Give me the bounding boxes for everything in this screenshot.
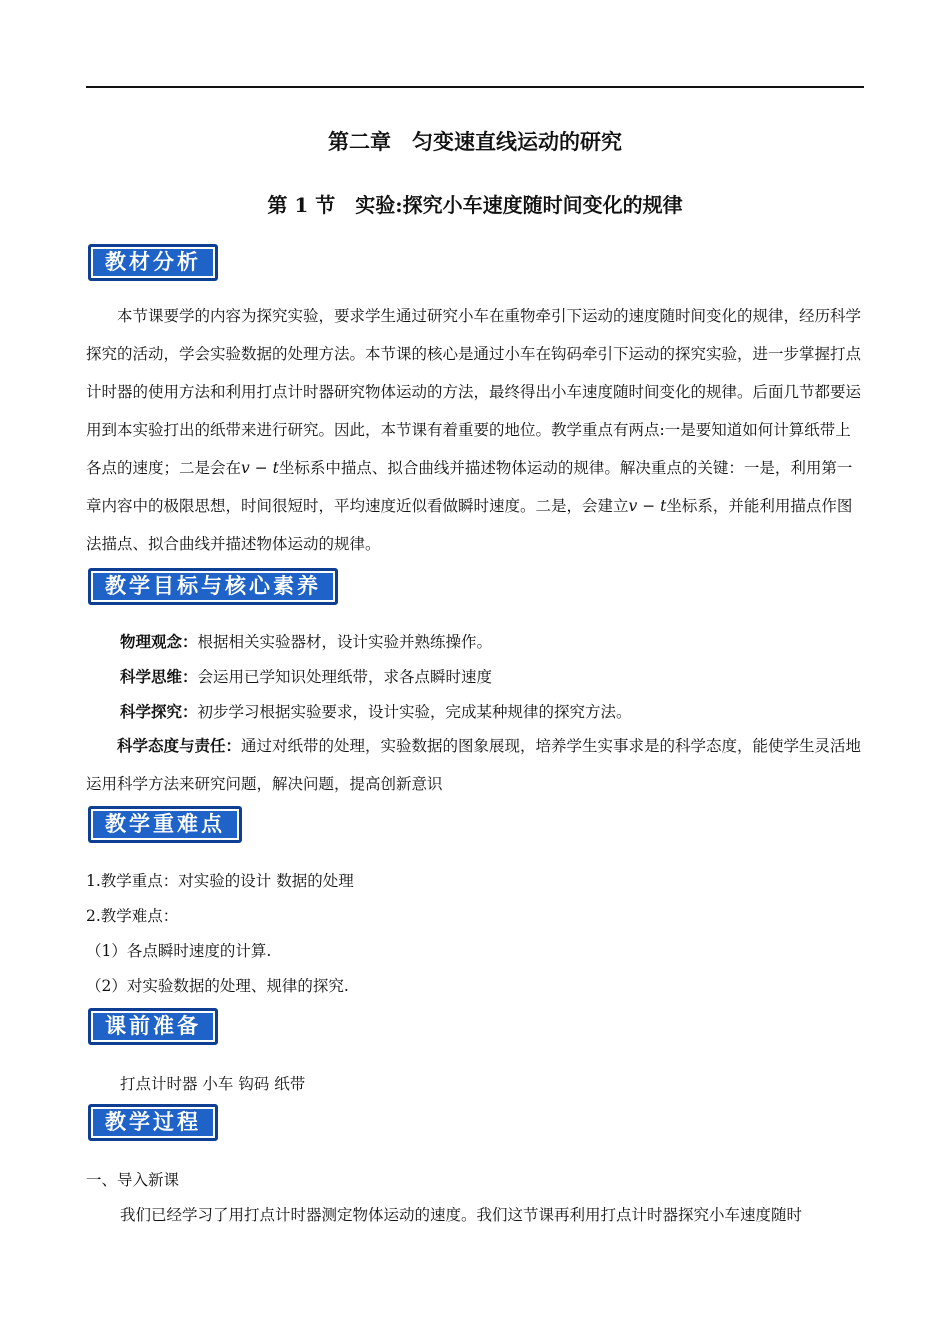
analysis-paragraph [86, 297, 866, 563]
goal-text: 初步学习根据实验要求，设计实验，完成某种规律的探究方法。 [197, 703, 632, 721]
goal-text: 根据相关实验器材，设计实验并熟练操作。 [197, 633, 493, 651]
key-focus: 1.教学重点：对实验的设计 数据的处理 [86, 872, 354, 890]
chapter-title: 第二章 匀变速直线运动的研究 [328, 129, 622, 154]
goal-item [120, 665, 866, 687]
difficulty-item-1: （1）各点瞬时速度的计算. [86, 942, 272, 960]
goal-label: 科学态度与责任： [117, 736, 242, 755]
goal-item [86, 727, 866, 803]
top-rule [86, 86, 864, 88]
tag-teaching-process: 教学过程 [88, 1104, 218, 1141]
vt-variable-1: v − t [241, 459, 279, 477]
goal-item [120, 630, 866, 652]
goal-label: 物理观念： [120, 632, 198, 651]
process-intro: 我们已经学习了用打点计时器测定物体运动的速度。我们这节课再利用打点计时器探究小车速度随时 [120, 1206, 803, 1224]
goal-label: 科学探究： [120, 702, 198, 721]
goal-text: 会运用已学知识处理纸带，求各点瞬时速度 [197, 668, 493, 686]
analysis-text-2: 坐标系中描点、拟合曲线并描述物体运动的规律。解决重点的关键：一是，利用第一章内容中的极限思想，时间很短时，平均速度近似看做瞬时速度。二是，会建立 [86, 459, 853, 515]
tag-class-prep: 课前准备 [88, 1008, 218, 1045]
analysis-text-1: 本节课要学的内容为探究实验，要求学生通过研究小车在重物牵引下运动的速度随时间变化的规律，经历科学探究的活动，学会实验数据的处理方法。本节课的核心是通过小车在钩码牵引下运动的探究实验，进一步掌握打点计时器的使用方法和利用打点计时器研究物体运动的方法，最终得出小车速度随时间变化的规律。后面几节都要运用到本实验打出的纸带来进行研究。因此，本节课有着重要的地位。教学重点有两点:一是要知道如何计算纸带上各点的速度；二是会在 [86, 307, 862, 477]
goal-item [120, 700, 866, 722]
vt-variable-2: v − t [628, 497, 667, 515]
tag-key-points: 教学重难点 [88, 806, 242, 843]
prep-items: 打点计时器 小车 钩码 纸带 [120, 1075, 306, 1093]
section-title: 第 1 节 实验:探究小车速度随时间变化的规律 [267, 193, 683, 217]
process-step-1: 一、导入新课 [86, 1171, 180, 1189]
goal-label: 科学思维： [120, 667, 198, 686]
tag-textbook-analysis: 教材分析 [88, 244, 218, 281]
difficulty-item-2: （2）对实验数据的处理、规律的探究. [86, 977, 349, 995]
key-difficulty: 2.教学难点： [86, 907, 179, 925]
analysis-text-3: 坐标系，并能利用描点作图法描点、拟合曲线并描述物体运动的规律。 [86, 497, 853, 553]
goal-text: 通过对纸带的处理，实验数据的图象展现，培养学生实事求是的科学态度，能使学生灵活地运用科学方法来研究问题，解决问题，提高创新意识 [86, 737, 862, 793]
tag-teaching-goals: 教学目标与核心素养 [88, 568, 338, 605]
